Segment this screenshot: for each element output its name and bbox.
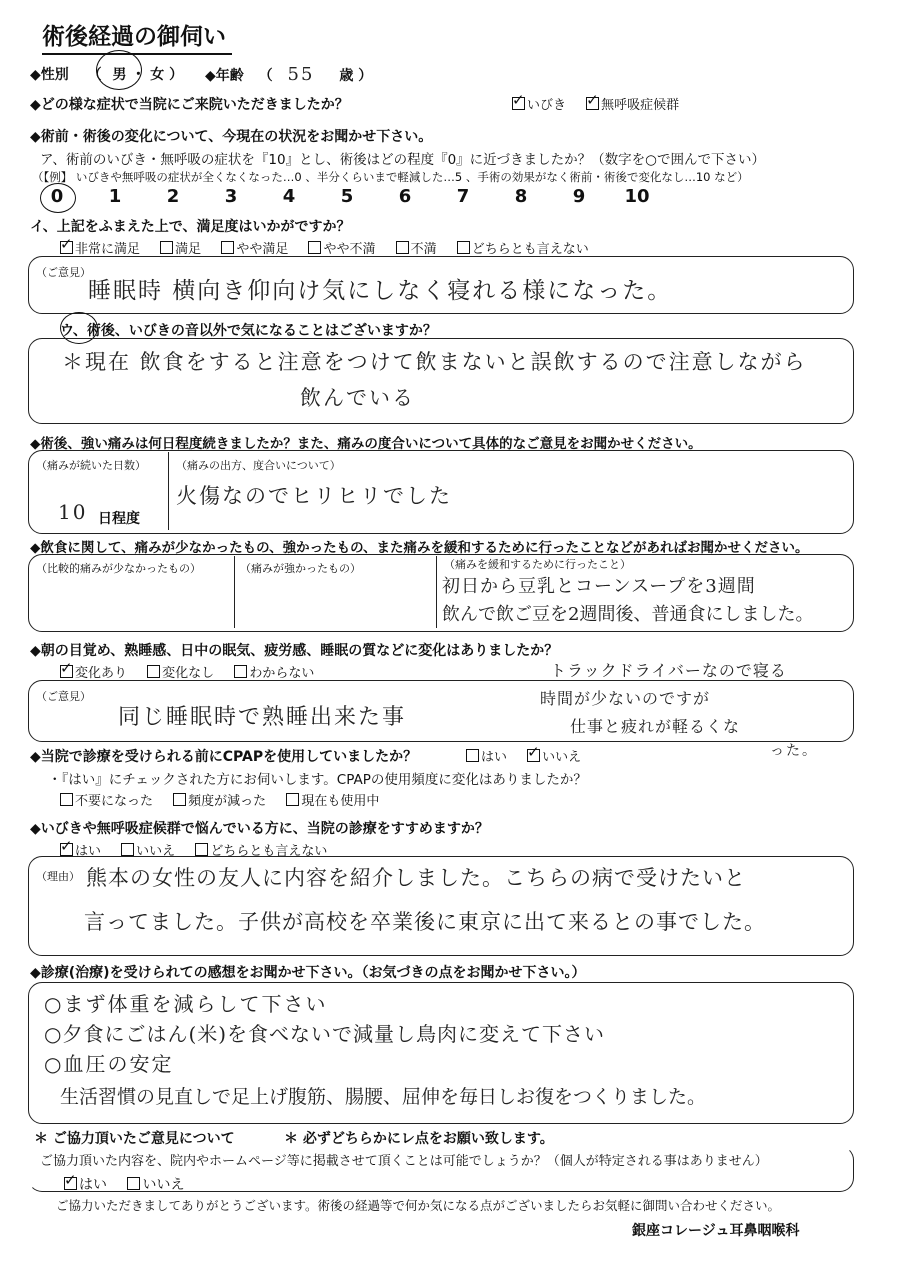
gender-female[interactable]: 女 (150, 67, 165, 83)
score-scale (28, 186, 666, 207)
checkbox-icon (286, 793, 299, 806)
q9-reason-label: （理由） (36, 870, 80, 883)
checkbox-icon (160, 241, 173, 254)
q8-option-yes[interactable]: はい (466, 746, 507, 765)
footer-option-no[interactable]: いいえ (127, 1174, 184, 1194)
q9-option-neutral[interactable]: どちらとも言えない (195, 840, 327, 859)
q6-relief-label: （痛みを緩和するために行ったこと） (444, 558, 631, 571)
checkbox-icon (396, 241, 409, 254)
score-6[interactable]: 6 (398, 186, 412, 207)
q5-divider (168, 452, 169, 530)
q7-option-no-change[interactable]: 変化なし (147, 662, 214, 681)
checkbox-icon (60, 241, 73, 254)
q9-text: ◆いびきや無呼吸症候群で悩んでいる方に、当院の診療をすすめますか？ (30, 821, 489, 837)
checkbox-icon (60, 843, 73, 856)
q3-option-somewhat-satisfied[interactable]: やや満足 (221, 238, 288, 257)
page-title: 術後経過の御伺い (42, 18, 232, 55)
q3-option-somewhat-dissatisfied[interactable]: やや不満 (308, 238, 375, 257)
score-7[interactable]: 7 (456, 186, 470, 207)
q6-high-label: （痛みが強かったもの） (240, 562, 361, 575)
age-label: ◆年齢 (205, 68, 244, 84)
checkbox-icon (457, 241, 470, 254)
q4-answer-line1[interactable]: ＊現在 飲食をすると注意をつけて飲まないと誤飲するので注意しながら (62, 350, 807, 374)
score-9[interactable]: 9 (572, 186, 586, 207)
q8-sub-options (60, 790, 395, 809)
score-8[interactable]: 8 (514, 186, 528, 207)
q10-line1[interactable]: ○まず体重を減らして下さい (44, 992, 328, 1016)
q10-line2[interactable]: ○夕食にごはん(米)を食べないで減量し鳥肉に変えて下さい (44, 1022, 606, 1046)
checkbox-icon (195, 843, 208, 856)
footer-question: ご協力頂いた内容を、院内やホームページ等に掲載させて頂くことは可能でしょうか？（個人が特定される事はありません） (40, 1154, 768, 1169)
footer-option-yes[interactable]: ✓はい (64, 1174, 107, 1194)
checkbox-icon (527, 749, 540, 762)
q6-relief-line2[interactable]: 飲んで飲ご豆を2週間後、普通食にしました。 (442, 604, 814, 625)
q3-option-satisfied[interactable]: 満足 (160, 238, 201, 257)
checkbox-icon (173, 793, 186, 806)
q8-sub-option-unneeded[interactable]: 不要になった (60, 790, 153, 809)
q3-comment[interactable]: 睡眠時 横向き仰向け気にしなく寝れる様になった。 (88, 278, 673, 304)
score-3[interactable]: 3 (224, 186, 238, 207)
q6-divider-1 (234, 556, 235, 628)
q2-example: （【例】 いびきや無呼吸の症状が全くなくなった…0 、半分くらいまで軽減した…5 、手術の効果がなく術前・術後で変化なし…10 など） (32, 170, 749, 184)
q3-option-very-satisfied[interactable]: ✓非常に満足 (60, 238, 140, 257)
q7-text: ◆朝の目覚め、熟睡感、日中の眠気、疲労感、睡眠の質などに変化はありましたか？ (30, 643, 559, 659)
checkbox-icon (586, 97, 599, 110)
gender-open: （ (87, 67, 102, 83)
q3-comment-label: （ご意見） (36, 266, 91, 279)
q5-days-unit: 日程度 (98, 511, 140, 527)
checkbox-icon (60, 665, 73, 678)
footer-note-1: ＊ ご協力頂いたご意見について (34, 1131, 235, 1147)
gender-dot: ・ (131, 67, 146, 83)
checkbox-icon (512, 97, 525, 110)
checkbox-icon (147, 665, 160, 678)
gender-label: ◆性別 (30, 67, 69, 83)
gender-male[interactable]: 男 (112, 67, 127, 83)
q5-text: ◆術後、強い痛みは何日程度続きましたか？また、痛みの度合いについて具体的なご意見をお聞かせください。 (30, 436, 702, 452)
footer-box (28, 1146, 854, 1192)
age-row (205, 64, 372, 85)
q1-options (512, 94, 695, 113)
age-value[interactable]: 55 (287, 64, 315, 85)
q1-text: ◆どの様な症状で当院にご来院いただきましたか？ (30, 97, 349, 113)
age-close: ） (358, 68, 373, 84)
q7-comment-label: （ご意見） (36, 690, 91, 703)
q3-option-neutral[interactable]: どちらとも言えない (457, 238, 589, 257)
q2-sub-a: ア、術前のいびき・無呼吸の症状を『10』とし、術後はどの程度『0』に近づきましたか？（数字を○で囲んで下さい） (40, 152, 765, 168)
q4-text: ウ、術後、いびきの音以外で気になることはございますか？ (60, 323, 437, 339)
q6-text: ◆飲食に関して、痛みが少なかったもの、強かったもの、また痛みを緩和するために行ったことなどがあればお聞かせください。 (30, 540, 809, 556)
q1-option-snoring[interactable]: ✓ いびき (512, 94, 566, 113)
score-1[interactable]: 1 (108, 186, 122, 207)
q9-reason-line2[interactable]: 言ってました。子供が高校を卒業後に東京に出て来るとの事でした。 (84, 910, 766, 934)
age-open: （ (258, 68, 273, 84)
q1-option-apnea[interactable]: ✓ 無呼吸症候群 (586, 94, 679, 113)
q8-sub-option-still-using[interactable]: 現在も使用中 (286, 790, 379, 809)
age-unit: 歳 (339, 68, 354, 84)
q5-desc[interactable]: 火傷なのでヒリヒリでした (176, 484, 452, 508)
q6-divider-2 (436, 556, 437, 628)
q5-days-value[interactable]: 10 (58, 500, 88, 524)
checkbox-icon (234, 665, 247, 678)
q8-sub-text: ・『はい』にチェックされた方にお伺いします。CPAPの使用頻度に変化はありましたか？ (48, 772, 587, 788)
q8-options (466, 746, 597, 765)
checkbox-icon (60, 793, 73, 806)
q7-comment[interactable]: 同じ睡眠時で熟睡出来た事 (118, 705, 407, 730)
q7-comment2-line1[interactable]: トラックドライバーなので寝る (550, 661, 787, 680)
q2-text: ◆術前・術後の変化について、今現在の状況をお聞かせ下さい。 (30, 129, 433, 145)
q3-options (60, 238, 605, 257)
q3-text: イ、上記をふまえた上で、満足度はいかがですか？ (30, 219, 351, 235)
q5-desc-label: （痛みの出方、度合いについて） (176, 459, 341, 472)
gender-close: ） (169, 67, 184, 83)
footer-thanks: ご協力いただきましてありがとうございます。術後の経過等で何か気になる点がございましたらお気軽に御問い合わせください。 (56, 1198, 781, 1213)
q7-comment2-line4[interactable]: った。 (770, 743, 818, 759)
score-circle (40, 183, 76, 213)
q7-comment2-line2[interactable]: 時間が少ないのですが (540, 689, 711, 708)
q7-option-unknown[interactable]: わからない (234, 662, 314, 681)
score-10[interactable]: 10 (624, 186, 650, 207)
q7-options (60, 662, 330, 681)
q9-option-yes[interactable]: ✓はい (60, 840, 101, 859)
q5-days-label: （痛みが続いた日数） (36, 459, 146, 472)
q8-option-no[interactable]: ✓ いいえ (527, 746, 581, 765)
q8-sub-option-reduced[interactable]: 頻度が減った (173, 790, 266, 809)
q3-option-dissatisfied[interactable]: 不満 (396, 238, 437, 257)
clinic-name: 銀座コレージュ耳鼻咽喉科 (632, 1223, 800, 1239)
q10-text: ◆診療(治療)を受けられての感想をお聞かせ下さい。（お気づきの点をお聞かせ下さい。） (30, 965, 586, 981)
checkbox-icon (308, 241, 321, 254)
score-2[interactable]: 2 (166, 186, 180, 207)
checkbox-icon (121, 843, 134, 856)
q10-line4[interactable]: 生活習慣の見直しで足上げ腹筋、腸腰、屈伸を毎日しお復をつくりました。 (60, 1086, 707, 1108)
q6-relief-line1[interactable]: 初日から豆乳とコーンスープを3週間 (442, 576, 756, 597)
score-0[interactable]: 0 (50, 186, 64, 207)
score-5[interactable]: 5 (340, 186, 354, 207)
q6-low-label: （比較的痛みが少なかったもの） (36, 562, 201, 575)
score-4[interactable]: 4 (282, 186, 296, 207)
checkbox-icon (221, 241, 234, 254)
checkbox-icon (466, 749, 479, 762)
q7-option-changed[interactable]: ✓変化あり (60, 662, 127, 681)
q7-comment2-line3[interactable]: 仕事と疲れが軽るくな (570, 717, 741, 736)
footer-note-2: ＊ 必ずどちらかにレ点をお願い致します。 (284, 1131, 554, 1147)
gender-circle (96, 50, 142, 90)
q9-option-no[interactable]: いいえ (121, 840, 175, 859)
q10-line3[interactable]: ○血圧の安定 (44, 1052, 174, 1076)
q8-text: ◆当院で診療を受けられる前にCPAPを使用していましたか？ (30, 749, 418, 765)
q4-answer-line2[interactable]: 飲んでいる (300, 386, 415, 410)
q9-reason-line1[interactable]: 熊本の女性の友人に内容を紹介しました。こちらの病で受けたいと (86, 866, 746, 890)
